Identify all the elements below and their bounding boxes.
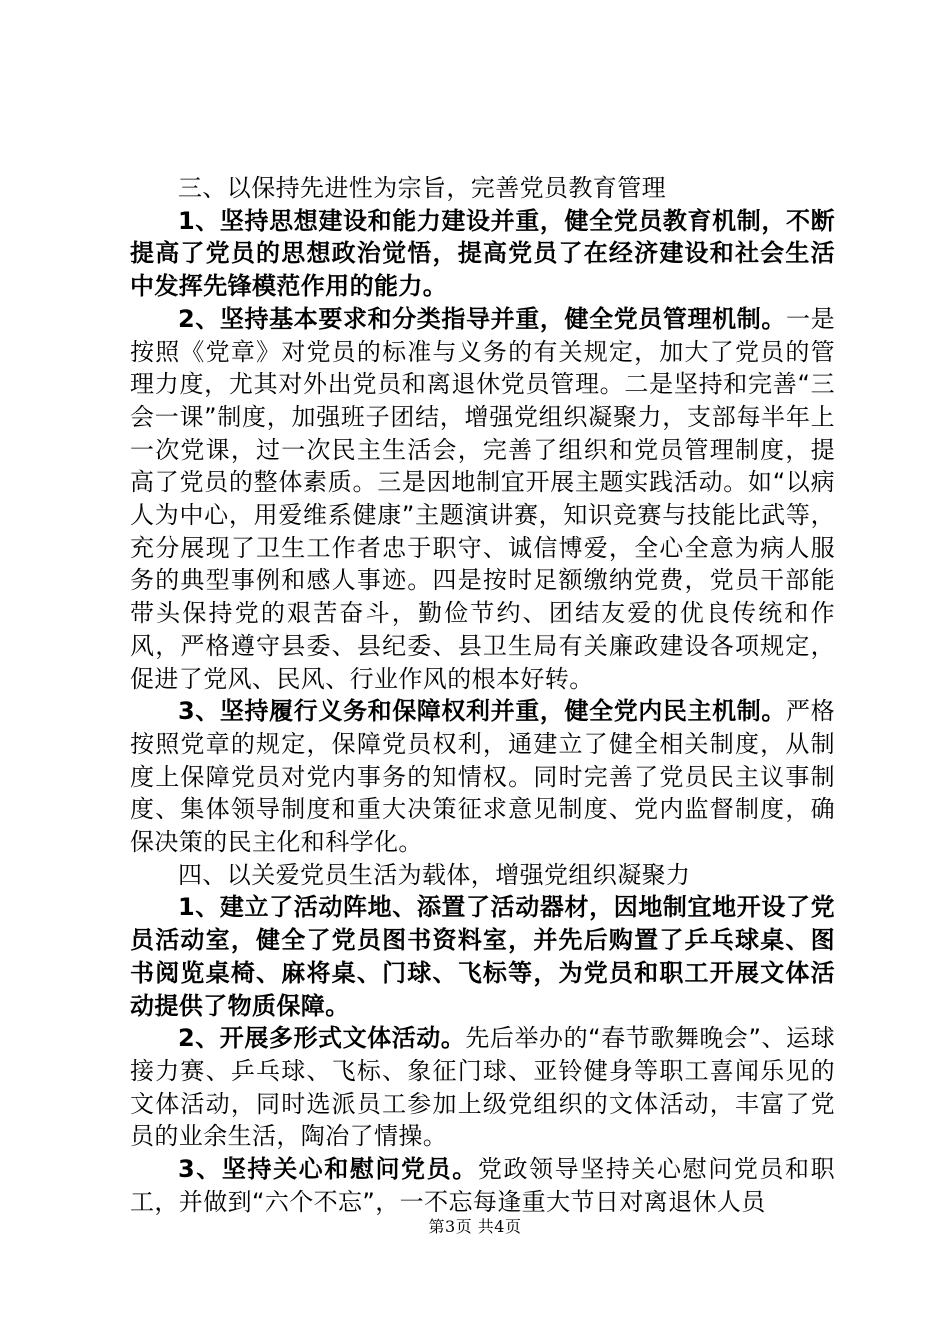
paragraph-lead: 1、坚持思想建设和能力建设并重，健全党员教育机制，不断提高了党员的思想政治觉悟，提高党员了在经济建设和社会生活中发挥先锋模范作用的能力。 [130,206,835,301]
paragraph-text: 先后举办的“春节歌舞晚会”、运球接力赛、乒乓球、飞标、象征门球、亚铃健身等职工喜闻乐见的文体活动，同时选派员工参加上级党组织的文体活动，丰富了党员的业余生活，陶冶了情操。 [130,1024,835,1151]
paragraph-lead: 1、建立了活动阵地、添置了活动器材，因地制宜地开设了党员活动室，健全了党员图书资料室，并先后购置了乒乓球桌、图书阅览桌椅、麻将桌、门球、飞标等，为党员和职工开展文体活动提供了物质保障。 [130,893,835,1020]
section-heading-4 [130,859,835,892]
page-footer [0,1214,950,1237]
paragraph-lead: 2、坚持基本要求和分类指导并重，健全党员管理机制。 [178,304,786,333]
paragraph-text: 党政领导坚持关心慰问党员和职工，并做到“六个不忘”，一不忘每逢重大节日对离退休人员 [130,1155,836,1216]
paragraph-4-3 [130,1153,835,1218]
paragraph-lead: 2、开展多形式文体活动。 [178,1024,466,1053]
paragraph-4-2 [130,1022,835,1153]
paragraph-text: 严格按照党章的规定，保障党员权利，通建立了健全相关制度，从制度上保障党员对党内事务的知情权。同时完善了党员民主议事制度、集体领导制度和重大决策征求意见制度、党内监督制度，确保决策的民主化和科学化。 [130,697,835,857]
paragraph-text: 四、以关爱党员生活为载体，增强党组织凝聚力 [178,860,691,889]
document-body [130,172,835,1219]
paragraph-text: 一是按照《党章》对党员的标准与义务的有关规定，加大了党员的管理力度，尤其对外出党员和离退休党员管理。二是坚持和完善“三会一课”制度，加强班子团结，增强党组织凝聚力，支部每半年上一次党课，过一次民主生活会，完善了组织和党员管理制度，提高了党员的整体素质。三是因地制宜开展主题实践活动。如“以病人为中心，用爱维系健康”主题演讲赛，知识竞赛与技能比武等，充分展现了卫生工作者忠于职守、诚信博爱，全心全意为病人服务的典型事例和感人事迹。四是按时足额缴纳党费，党员干部能带头保持党的艰苦奋斗，勤俭节约、团结友爱的优良传统和作风，严格遵守县委、县纪委、县卫生局有关廉政建设各项规定，促进了党风、民风、行业作风的根本好转。 [130,304,835,693]
paragraph-1 [130,205,835,303]
paragraph-lead: 3、坚持关心和慰问党员。 [178,1155,478,1184]
paragraph-2 [130,303,835,695]
paragraph-lead: 3、坚持履行义务和保障权利并重，健全党内民主机制。 [178,697,786,726]
page-number-label: 第3页 共4页 [428,1217,522,1236]
paragraph-3 [130,695,835,859]
paragraph-text: 三、以保持先进性为宗旨，完善党员教育管理 [178,174,666,202]
section-heading-3 [130,172,835,205]
paragraph-4-1 [130,891,835,1022]
